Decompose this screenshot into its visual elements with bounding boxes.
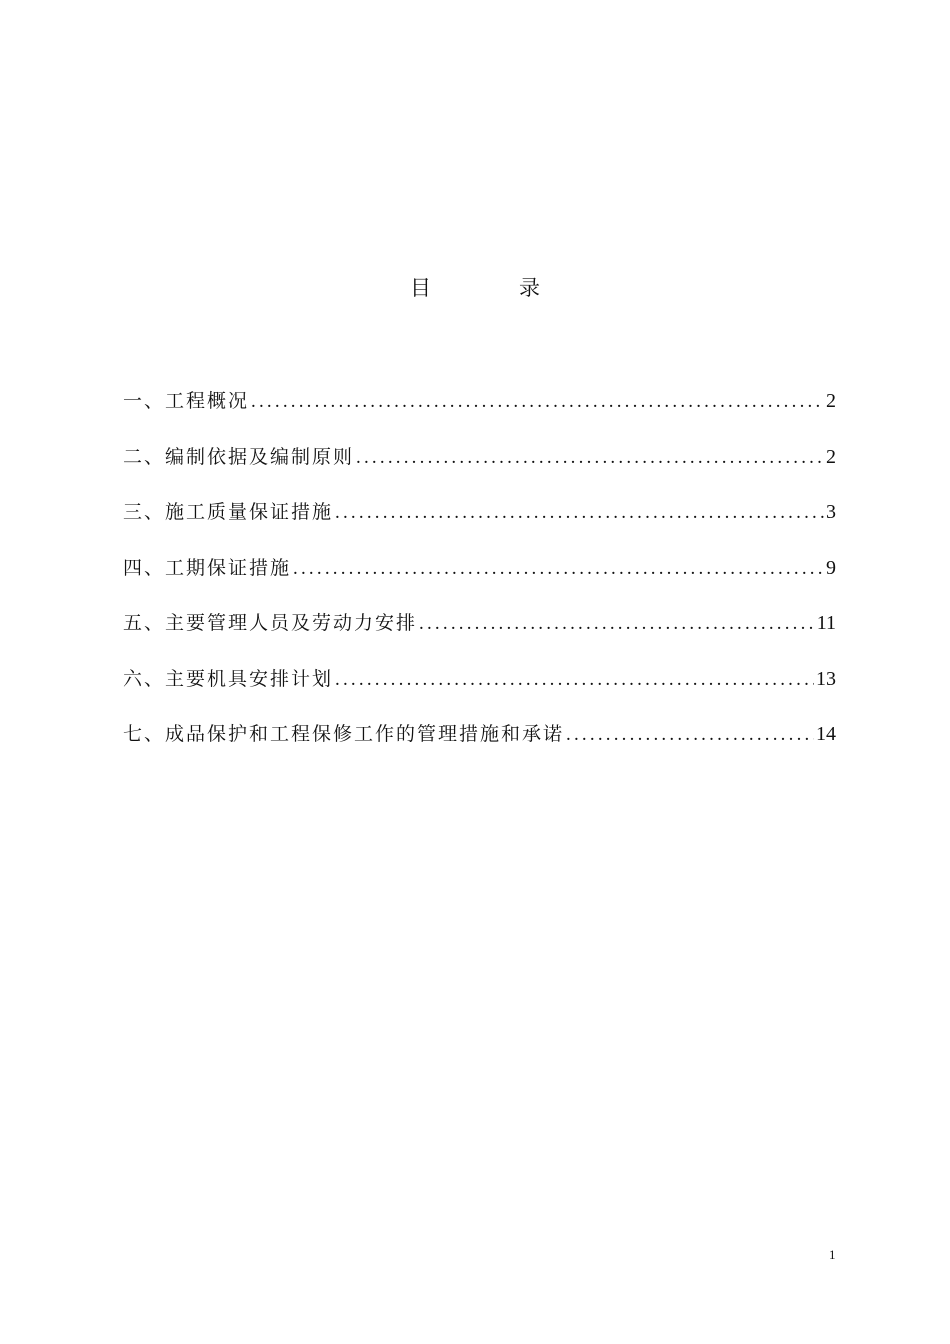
- toc-entry-page: 2: [826, 390, 836, 412]
- toc-title: [0, 272, 950, 302]
- toc-entry-label: 四、工期保证措施: [123, 556, 292, 579]
- toc-entry[interactable]: [123, 386, 836, 442]
- toc-leader-dots: [251, 391, 824, 413]
- toc-title-char-1: 目: [410, 276, 431, 300]
- toc-entry-label: 六、主要机具安排计划: [123, 667, 334, 690]
- toc-leader-dots: [335, 502, 824, 524]
- toc-entry-page: 14: [816, 723, 836, 745]
- toc-entry-page: 3: [826, 501, 836, 523]
- toc-entry[interactable]: [123, 719, 836, 775]
- toc-leader-dots: [419, 613, 815, 635]
- toc-leader-dots: [356, 447, 824, 469]
- toc-leader-dots: [335, 669, 814, 691]
- page-number: 1: [829, 1247, 836, 1262]
- toc-entry-page: 2: [826, 445, 836, 468]
- toc-entry-label: 七、成品保护和工程保修工作的管理措施和承诺: [123, 723, 565, 745]
- toc-entry-label: 五、主要管理人员及劳动力安排: [123, 612, 418, 634]
- toc-entry[interactable]: [123, 608, 836, 664]
- toc-leader-dots: [293, 558, 824, 580]
- toc-title-char-2: 录: [519, 276, 540, 300]
- toc-entry[interactable]: [123, 553, 836, 609]
- toc-entry[interactable]: [123, 497, 836, 553]
- toc-entry[interactable]: [123, 664, 836, 720]
- toc-entry-page: 9: [826, 556, 836, 579]
- toc-entry-page: 13: [816, 667, 836, 690]
- toc-entry-label: 二、编制依据及编制原则: [123, 445, 355, 468]
- toc-list: [123, 386, 836, 775]
- toc-leader-dots: [566, 724, 814, 746]
- toc-entry-page: 11: [816, 612, 836, 634]
- toc-entry-label: 一、工程概况: [123, 390, 250, 412]
- toc-entry-label: 三、施工质量保证措施: [123, 501, 334, 523]
- toc-entry[interactable]: [123, 442, 836, 498]
